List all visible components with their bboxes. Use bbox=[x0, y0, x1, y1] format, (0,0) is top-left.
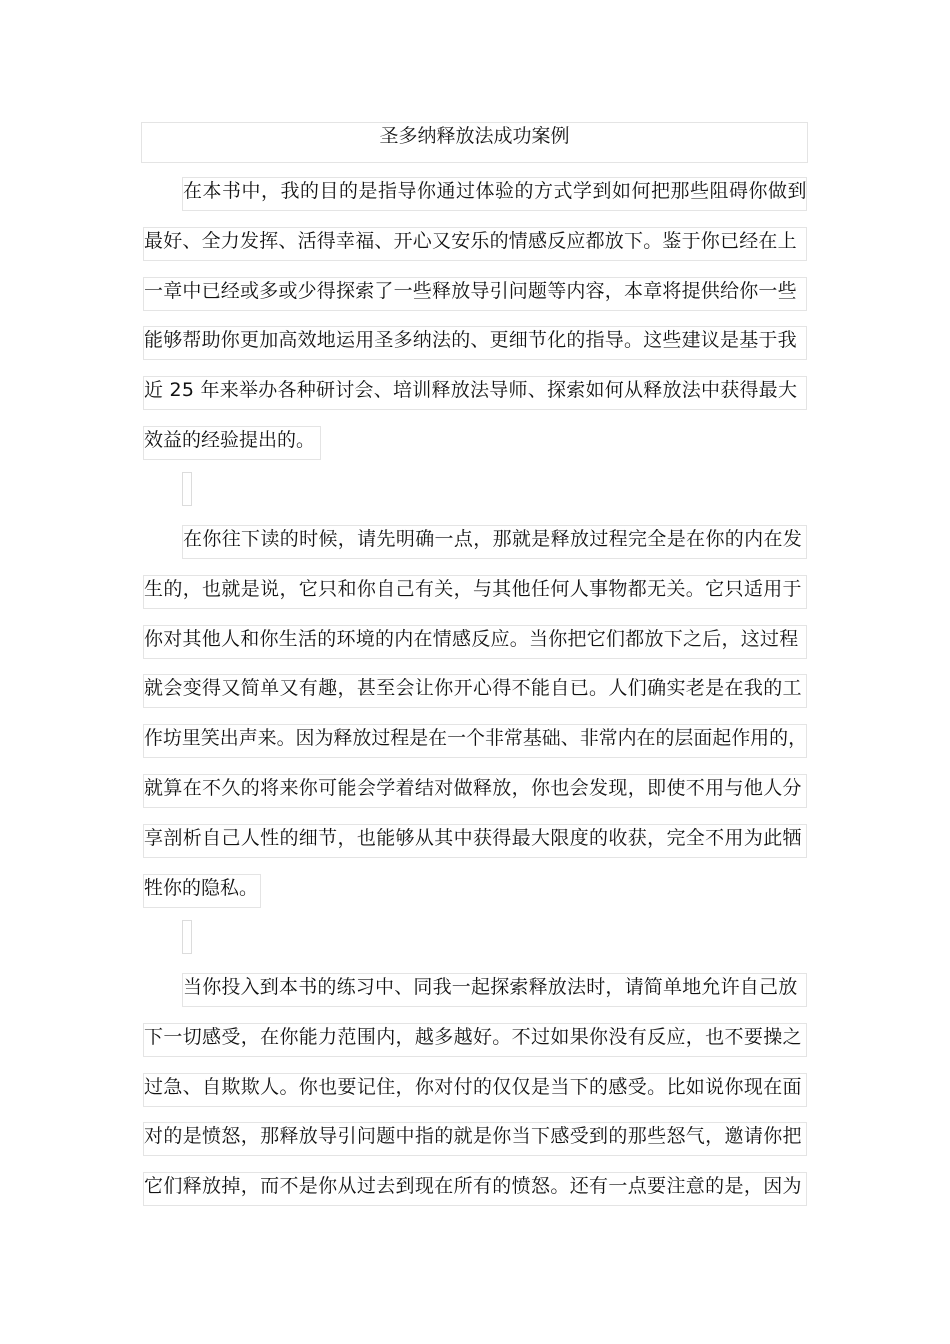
paragraph-line: 在本书中，我的目的是指导你通过体验的方式学到如何把那些阻碍你做到 bbox=[183, 180, 807, 202]
paragraph-line: 你对其他人和你生活的环境的内在情感反应。当你把它们都放下之后，这过程 bbox=[144, 627, 799, 650]
paragraph-line: 能够帮助你更加高效地运用圣多纳法的、更细节化的指导。这些建议是基于我 bbox=[144, 329, 797, 352]
paragraph-line: 生的，也就是说，它只和你自己有关，与其他任何人事物都无关。它只适用于 bbox=[144, 577, 802, 600]
paragraph-line: 下一切感受，在你能力范围内，越多越好。不过如果你没有反应，也不要操之 bbox=[144, 1025, 802, 1048]
paragraph-line: 过急、自欺欺人。你也要记住，你对付的仅仅是当下的感受。比如说你现在面 bbox=[144, 1075, 802, 1098]
paragraph-line: 效益的经验提出的。 bbox=[144, 429, 316, 451]
paragraph-line: 当你投入到本书的练习中、同我一起探索释放法时，请简单地允许自己放 bbox=[183, 976, 798, 998]
paragraph-line: 对的是愤怒，那释放导引问题中指的就是你当下感受到的那些怒气，邀请你把 bbox=[144, 1125, 802, 1148]
document-title: 圣多纳释放法成功案例 bbox=[379, 125, 570, 147]
paragraph-line: 近 25 年来举办各种研讨会、培训释放法导师、探索如何从释放法中获得最大 bbox=[144, 379, 798, 402]
paragraph-line: 享剖析自己人性的细节，也能够从其中获得最大限度的收获，完全不用为此牺 bbox=[144, 826, 802, 849]
paragraph-line: 就算在不久的将来你可能会学着结对做释放，你也会发现，即使不用与他人分 bbox=[144, 777, 802, 799]
empty-line-marker bbox=[182, 920, 192, 954]
paragraph-line: 它们释放掉，而不是你从过去到现在所有的愤怒。还有一点要注意的是，因为 bbox=[144, 1175, 802, 1198]
paragraph-line: 牲你的隐私。 bbox=[144, 876, 259, 899]
empty-line-marker bbox=[182, 472, 192, 506]
paragraph-line: 就会变得又简单又有趣，甚至会让你开心得不能自已。人们确实老是在我的工 bbox=[144, 677, 802, 700]
paragraph-line: 作坊里笑出声来。因为释放过程是在一个非常基础、非常内在的层面起作用的， bbox=[144, 727, 808, 750]
paragraph-line: 一章中已经或多或少得探索了一些释放导引问题等内容，本章将提供给你一些 bbox=[144, 279, 797, 302]
paragraph-line: 最好、全力发挥、活得幸福、开心又安乐的情感反应都放下。鉴于你已经在上 bbox=[144, 229, 797, 252]
paragraph-line: 在你往下读的时候，请先明确一点，那就是释放过程完全是在你的内在发 bbox=[183, 528, 803, 550]
